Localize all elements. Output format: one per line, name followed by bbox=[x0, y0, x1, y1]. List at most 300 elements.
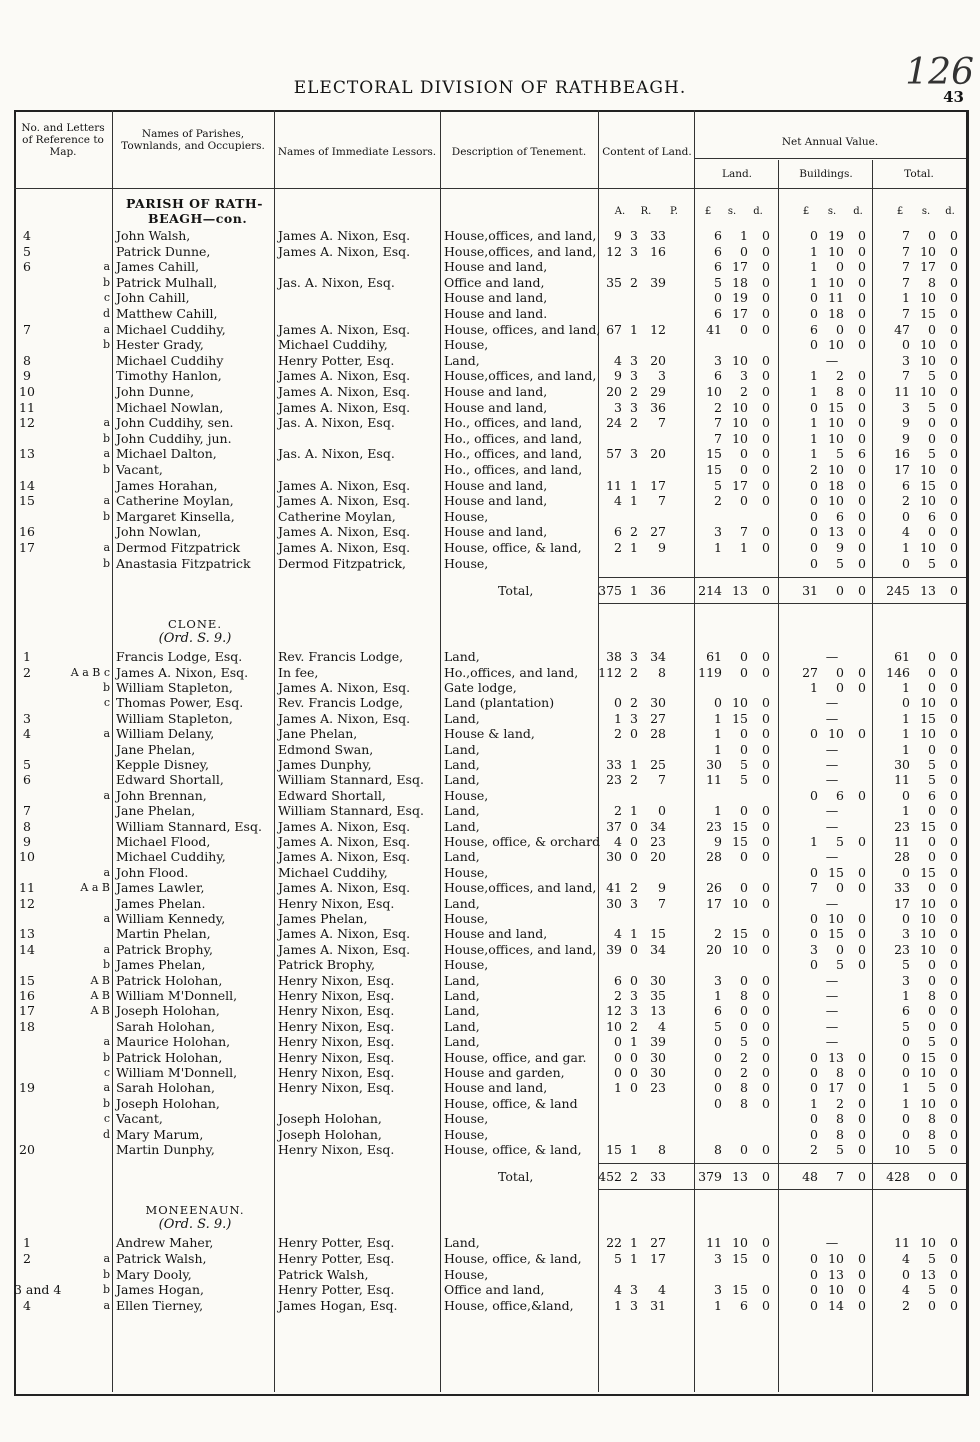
value-total: 0 bbox=[902, 1111, 910, 1126]
value-buildings: 10 bbox=[828, 911, 844, 926]
value-buildings: 0 bbox=[858, 322, 866, 337]
value-buildings: 15 bbox=[828, 865, 844, 880]
occupier-name: Mary Dooly, bbox=[116, 1267, 192, 1282]
value-total: 0 bbox=[950, 368, 958, 383]
occupier-name: William Stapleton, bbox=[116, 680, 233, 695]
table-row bbox=[14, 400, 964, 416]
value-buildings: 13 bbox=[828, 1267, 844, 1282]
area-roods: 3 bbox=[630, 244, 638, 259]
map-ref-letter: A a B c bbox=[70, 666, 110, 679]
area-acres: 4 bbox=[614, 353, 622, 368]
tenement-description: House,offices, and land, bbox=[444, 880, 597, 895]
area-acres: 23 bbox=[606, 772, 622, 787]
lessor-name: James A. Nixon, Esq. bbox=[278, 228, 411, 243]
value-land: 3 bbox=[714, 1251, 722, 1266]
value-land: 1 bbox=[714, 540, 722, 555]
value-total: 0 bbox=[928, 1019, 936, 1034]
area-acres: 41 bbox=[606, 880, 622, 895]
value-buildings: 0 bbox=[858, 509, 866, 524]
table-row bbox=[14, 911, 964, 927]
value-buildings: 0 bbox=[858, 1298, 866, 1313]
value-buildings: 0 bbox=[858, 290, 866, 305]
value-total: 0 bbox=[928, 834, 936, 849]
value-land: 3 bbox=[714, 524, 722, 539]
map-ref-number: 8 bbox=[23, 819, 31, 834]
occupier-name: John Cuddihy, sen. bbox=[116, 415, 234, 430]
map-ref-letter: a bbox=[103, 260, 110, 273]
value-total: 10 bbox=[920, 337, 936, 352]
value-total: 0 bbox=[928, 1003, 936, 1018]
table-row bbox=[14, 711, 964, 727]
value-buildings: 5 bbox=[836, 957, 844, 972]
map-ref-number: 19 bbox=[19, 1080, 35, 1095]
area-roods: 1 bbox=[630, 1034, 638, 1049]
lessor-name: James A. Nixon, Esq. bbox=[278, 880, 411, 895]
value-total: 10 bbox=[920, 695, 936, 710]
value-land: 15 bbox=[732, 926, 748, 941]
area-acres: 38 bbox=[606, 649, 622, 664]
table-row bbox=[14, 849, 964, 865]
value-buildings: 1 bbox=[810, 384, 818, 399]
total-total: 428 bbox=[886, 1169, 910, 1184]
tenement-description: House, office, & land, bbox=[444, 1142, 582, 1157]
value-total: 3 bbox=[902, 400, 910, 415]
occupier-name: Edward Shortall, bbox=[116, 772, 224, 787]
value-total: 10 bbox=[920, 244, 936, 259]
tenement-description: Land, bbox=[444, 649, 480, 664]
value-land: 8 bbox=[740, 988, 748, 1003]
area-acres: 11 bbox=[606, 478, 622, 493]
value-total: 8 bbox=[928, 1127, 936, 1142]
area-roods: 3 bbox=[630, 446, 638, 461]
table-row bbox=[14, 1111, 964, 1127]
lessor-name: Rev. Francis Lodge, bbox=[278, 695, 404, 710]
value-total: 0 bbox=[950, 1298, 958, 1313]
lessor-name: James A. Nixon, Esq. bbox=[278, 942, 411, 957]
table-row bbox=[14, 973, 964, 989]
value-land: 0 bbox=[762, 493, 770, 508]
map-ref-number: 10 bbox=[19, 849, 35, 864]
table-row bbox=[14, 353, 964, 369]
tenement-description: Gate lodge, bbox=[444, 680, 517, 695]
area-acres: 112 bbox=[598, 665, 622, 680]
value-buildings: — bbox=[825, 973, 839, 988]
unit-perches: P. bbox=[670, 206, 678, 217]
value-total: 6 bbox=[902, 1003, 910, 1018]
map-ref-letter: c bbox=[103, 696, 110, 709]
value-land: 8 bbox=[740, 1080, 748, 1095]
value-total: 5 bbox=[902, 957, 910, 972]
lessor-name: James A. Nixon, Esq. bbox=[278, 400, 411, 415]
table-row bbox=[14, 493, 964, 509]
table-row bbox=[14, 1282, 964, 1298]
lessor-name: James A. Nixon, Esq. bbox=[278, 819, 411, 834]
value-buildings: 10 bbox=[828, 415, 844, 430]
value-buildings: 0 bbox=[810, 1298, 818, 1313]
area-acres: 33 bbox=[606, 757, 622, 772]
value-total: 0 bbox=[928, 431, 936, 446]
value-total: 0 bbox=[950, 926, 958, 941]
value-total: 146 bbox=[886, 665, 910, 680]
value-buildings: 0 bbox=[858, 1080, 866, 1095]
header-land: Land. bbox=[721, 168, 753, 180]
value-buildings: 0 bbox=[858, 926, 866, 941]
occupier-name: John Cahill, bbox=[116, 290, 190, 305]
area-perches: 30 bbox=[650, 695, 666, 710]
tenement-description: Land, bbox=[444, 1235, 480, 1250]
value-total: 0 bbox=[950, 865, 958, 880]
value-buildings: 0 bbox=[858, 524, 866, 539]
value-total: 5 bbox=[928, 1251, 936, 1266]
value-total: 2 bbox=[902, 493, 910, 508]
value-total: 23 bbox=[894, 819, 910, 834]
value-total: 10 bbox=[920, 540, 936, 555]
map-ref-number: 5 bbox=[23, 757, 31, 772]
value-total: 0 bbox=[950, 788, 958, 803]
value-total: 0 bbox=[928, 803, 936, 818]
lessor-name: Jas. A. Nixon, Esq. bbox=[278, 275, 395, 290]
value-land: 0 bbox=[762, 524, 770, 539]
value-land: 0 bbox=[762, 834, 770, 849]
area-perches: 36 bbox=[650, 400, 666, 415]
value-total: 0 bbox=[950, 275, 958, 290]
tenement-description: Ho., offices, and land, bbox=[444, 446, 583, 461]
map-ref-letter: a bbox=[103, 323, 110, 336]
lessor-name: Catherine Moylan, bbox=[278, 509, 396, 524]
lessor-name: James A. Nixon, Esq. bbox=[278, 540, 411, 555]
value-buildings: 15 bbox=[828, 926, 844, 941]
occupier-name: Patrick Dunne, bbox=[116, 244, 211, 259]
map-ref-letter: b bbox=[102, 1268, 110, 1281]
value-total: 0 bbox=[950, 1267, 958, 1282]
occupier-name: James Phelan, bbox=[116, 957, 206, 972]
value-buildings: 0 bbox=[810, 400, 818, 415]
value-buildings: 1 bbox=[810, 415, 818, 430]
occupier-name: James A. Nixon, Esq. bbox=[116, 665, 249, 680]
area-perches: 20 bbox=[650, 353, 666, 368]
occupier-name: William Kennedy, bbox=[116, 911, 226, 926]
occupier-name: Anastasia Fitzpatrick bbox=[116, 556, 251, 571]
unit-pounds: £ bbox=[704, 206, 712, 217]
value-buildings: 0 bbox=[858, 1111, 866, 1126]
value-buildings: 14 bbox=[828, 1298, 844, 1313]
tenement-description: House and land, bbox=[444, 290, 548, 305]
occupier-name: John Dunne, bbox=[116, 384, 195, 399]
total-total: 0 bbox=[950, 1169, 958, 1184]
value-buildings: 0 bbox=[810, 228, 818, 243]
occupier-name: Timothy Hanlon, bbox=[116, 368, 222, 383]
table-row bbox=[14, 431, 964, 447]
value-buildings: 0 bbox=[858, 788, 866, 803]
area-roods: 3 bbox=[630, 896, 638, 911]
value-total: 0 bbox=[950, 478, 958, 493]
table-row bbox=[14, 1142, 964, 1158]
value-total: 10 bbox=[920, 911, 936, 926]
value-buildings: 0 bbox=[810, 1050, 818, 1065]
value-total: 0 bbox=[950, 1142, 958, 1157]
value-total: 0 bbox=[950, 680, 958, 695]
map-ref-letter: c bbox=[103, 1066, 110, 1079]
area-acres: 10 bbox=[606, 1019, 622, 1034]
value-total: 0 bbox=[950, 973, 958, 988]
value-land: 0 bbox=[762, 849, 770, 864]
value-land: 5 bbox=[740, 1034, 748, 1049]
value-total: 15 bbox=[920, 711, 936, 726]
value-land: 0 bbox=[762, 384, 770, 399]
value-land: 0 bbox=[762, 1096, 770, 1111]
table-row bbox=[14, 384, 964, 400]
tenement-description: Land, bbox=[444, 988, 480, 1003]
area-roods: 1 bbox=[630, 757, 638, 772]
lessor-name: James A. Nixon, Esq. bbox=[278, 244, 411, 259]
total-land: 379 bbox=[698, 1169, 722, 1184]
value-total: 5 bbox=[902, 1019, 910, 1034]
value-land: 0 bbox=[762, 259, 770, 274]
value-buildings: 1 bbox=[810, 244, 818, 259]
lessor-name: Edward Shortall, bbox=[278, 788, 386, 803]
area-perches: 34 bbox=[650, 649, 666, 664]
value-total: 0 bbox=[928, 228, 936, 243]
area-roods: 3 bbox=[630, 1298, 638, 1313]
total-label: Total, bbox=[498, 1169, 534, 1184]
value-land: 0 bbox=[762, 275, 770, 290]
occupier-name: Kepple Disney, bbox=[116, 757, 210, 772]
table-row bbox=[14, 1251, 964, 1267]
map-ref-number: 10 bbox=[19, 384, 35, 399]
value-buildings: 0 bbox=[858, 1251, 866, 1266]
table-row bbox=[14, 228, 964, 244]
lessor-name: James A. Nixon, Esq. bbox=[278, 493, 411, 508]
total-land: 0 bbox=[762, 583, 770, 598]
map-ref-number: 9 bbox=[23, 834, 31, 849]
total-land: 214 bbox=[698, 583, 722, 598]
value-land: 7 bbox=[714, 431, 722, 446]
tenement-description: House, bbox=[444, 957, 489, 972]
value-total: 9 bbox=[902, 415, 910, 430]
tenement-description: House and land, bbox=[444, 926, 548, 941]
tenement-description: House and land, bbox=[444, 478, 548, 493]
table-row bbox=[14, 290, 964, 306]
value-total: 7 bbox=[902, 259, 910, 274]
total-acres: 452 bbox=[598, 1169, 622, 1184]
value-land: 0 bbox=[740, 849, 748, 864]
value-land: 28 bbox=[706, 849, 722, 864]
occupier-name: Michael Dalton, bbox=[116, 446, 217, 461]
value-buildings: 0 bbox=[858, 368, 866, 383]
occupier-name: Sarah Holohan, bbox=[116, 1019, 215, 1034]
value-buildings: 0 bbox=[810, 1267, 818, 1282]
occupier-name: Catherine Moylan, bbox=[116, 493, 234, 508]
value-buildings: 0 bbox=[858, 680, 866, 695]
value-buildings: 0 bbox=[810, 493, 818, 508]
value-buildings: — bbox=[825, 353, 839, 368]
value-total: 0 bbox=[950, 1065, 958, 1080]
value-total: 1 bbox=[902, 726, 910, 741]
lessor-name: Henry Nixon, Esq. bbox=[278, 1034, 395, 1049]
value-land: 1 bbox=[714, 988, 722, 1003]
lessor-name: James A. Nixon, Esq. bbox=[278, 849, 411, 864]
value-buildings: 0 bbox=[810, 478, 818, 493]
map-ref-letter: b bbox=[102, 1051, 110, 1064]
value-total: 0 bbox=[950, 849, 958, 864]
occupier-name: Sarah Holohan, bbox=[116, 1080, 215, 1095]
tenement-description: House and land, bbox=[444, 1080, 548, 1095]
table-row bbox=[14, 415, 964, 431]
table-row bbox=[14, 1298, 964, 1314]
map-ref-letter: a bbox=[103, 1252, 110, 1265]
value-buildings: 0 bbox=[858, 726, 866, 741]
value-total: 10 bbox=[920, 493, 936, 508]
area-perches: 12 bbox=[650, 322, 666, 337]
tenement-description: House, bbox=[444, 556, 489, 571]
map-ref-number: 13 bbox=[19, 926, 35, 941]
area-acres: 2 bbox=[614, 540, 622, 555]
value-total: 0 bbox=[950, 942, 958, 957]
value-land: 0 bbox=[740, 493, 748, 508]
value-land: 10 bbox=[732, 695, 748, 710]
area-perches: 30 bbox=[650, 1065, 666, 1080]
area-perches: 35 bbox=[650, 988, 666, 1003]
area-perches: 27 bbox=[650, 524, 666, 539]
lessor-name: Henry Nixon, Esq. bbox=[278, 1050, 395, 1065]
tenement-description: House and land, bbox=[444, 493, 548, 508]
value-buildings: 3 bbox=[810, 942, 818, 957]
lessor-name: William Stannard, Esq. bbox=[278, 772, 424, 787]
map-ref-number: 4 bbox=[23, 228, 31, 243]
area-roods: 2 bbox=[630, 275, 638, 290]
value-land: 1 bbox=[714, 726, 722, 741]
tenement-description: House, bbox=[444, 337, 489, 352]
value-total: 0 bbox=[928, 524, 936, 539]
value-land: 15 bbox=[732, 834, 748, 849]
tenement-description: House,offices, and land, bbox=[444, 228, 597, 243]
value-land: 5 bbox=[714, 275, 722, 290]
area-acres: 57 bbox=[606, 446, 622, 461]
value-total: 0 bbox=[950, 1003, 958, 1018]
value-total: 4 bbox=[902, 1251, 910, 1266]
tenement-description: House and land, bbox=[444, 524, 548, 539]
value-total: 0 bbox=[902, 556, 910, 571]
section-heading: BEAGH—con. bbox=[148, 211, 248, 226]
tenement-description: Land, bbox=[444, 711, 480, 726]
area-acres: 6 bbox=[614, 973, 622, 988]
value-total: 0 bbox=[902, 695, 910, 710]
table-row bbox=[14, 942, 964, 958]
map-ref-letter: a bbox=[103, 1035, 110, 1048]
value-land: 0 bbox=[762, 757, 770, 772]
map-ref-number: 17 bbox=[19, 540, 35, 555]
total-buildings: 31 bbox=[802, 583, 818, 598]
map-ref-letter: b bbox=[102, 338, 110, 351]
occupier-name: Francis Lodge, Esq. bbox=[116, 649, 243, 664]
area-perches: 17 bbox=[650, 478, 666, 493]
value-land: 0 bbox=[740, 244, 748, 259]
value-buildings: 15 bbox=[828, 400, 844, 415]
occupier-name: John Flood. bbox=[116, 865, 189, 880]
tenement-description: Land, bbox=[444, 757, 480, 772]
value-total: 13 bbox=[920, 1267, 936, 1282]
value-total: 0 bbox=[928, 849, 936, 864]
map-ref-letter: a bbox=[103, 912, 110, 925]
value-land: 0 bbox=[762, 431, 770, 446]
value-buildings: — bbox=[825, 1019, 839, 1034]
value-buildings: 0 bbox=[858, 556, 866, 571]
map-ref-number: 14 bbox=[19, 942, 35, 957]
value-total: 5 bbox=[928, 1034, 936, 1049]
map-ref-letter: b bbox=[102, 463, 110, 476]
value-buildings: — bbox=[825, 896, 839, 911]
value-total: 0 bbox=[950, 259, 958, 274]
total-buildings: 7 bbox=[836, 1169, 844, 1184]
unit-pence: d. bbox=[853, 206, 863, 217]
map-ref-number: 4 bbox=[23, 1298, 31, 1313]
area-roods: 1 bbox=[630, 493, 638, 508]
value-land: 0 bbox=[762, 1019, 770, 1034]
value-total: 9 bbox=[902, 431, 910, 446]
area-roods: 2 bbox=[630, 772, 638, 787]
value-land: 0 bbox=[762, 353, 770, 368]
occupier-name: John Cuddihy, jun. bbox=[116, 431, 232, 446]
value-total: 0 bbox=[928, 415, 936, 430]
occupier-name: Mary Marum, bbox=[116, 1127, 204, 1142]
value-total: 0 bbox=[928, 1298, 936, 1313]
value-total: 17 bbox=[894, 462, 910, 477]
value-land: 0 bbox=[740, 1003, 748, 1018]
table-row bbox=[14, 1267, 964, 1283]
value-buildings: 0 bbox=[858, 957, 866, 972]
value-total: 11 bbox=[894, 772, 910, 787]
table-row bbox=[14, 1050, 964, 1066]
value-buildings: 0 bbox=[836, 680, 844, 695]
value-buildings: 10 bbox=[828, 1251, 844, 1266]
value-land: 0 bbox=[762, 306, 770, 321]
value-total: 17 bbox=[894, 896, 910, 911]
area-roods: 1 bbox=[630, 926, 638, 941]
value-total: 0 bbox=[902, 911, 910, 926]
area-roods: 3 bbox=[630, 228, 638, 243]
lessor-name: Henry Potter, Esq. bbox=[278, 1251, 395, 1266]
lessor-name: James A. Nixon, Esq. bbox=[278, 680, 411, 695]
table-row bbox=[14, 957, 964, 973]
table-row bbox=[14, 259, 964, 275]
value-total: 5 bbox=[928, 1142, 936, 1157]
value-buildings: 5 bbox=[836, 446, 844, 461]
map-ref-letter: a bbox=[103, 866, 110, 879]
value-land: 0 bbox=[762, 1050, 770, 1065]
occupier-name: James Horahan, bbox=[116, 478, 218, 493]
value-buildings: 0 bbox=[836, 259, 844, 274]
value-land: 0 bbox=[740, 742, 748, 757]
value-buildings: — bbox=[825, 803, 839, 818]
value-buildings: 1 bbox=[810, 368, 818, 383]
area-acres: 3 bbox=[614, 400, 622, 415]
area-perches: 17 bbox=[650, 1251, 666, 1266]
value-total: 7 bbox=[902, 306, 910, 321]
value-total: 0 bbox=[902, 1267, 910, 1282]
value-land: 0 bbox=[740, 1142, 748, 1157]
occupier-name: Maurice Holohan, bbox=[116, 1034, 231, 1049]
occupier-name: Patrick Brophy, bbox=[116, 942, 213, 957]
lessor-name: Henry Nixon, Esq. bbox=[278, 1065, 395, 1080]
value-buildings: 0 bbox=[858, 1142, 866, 1157]
value-land: 2 bbox=[740, 1065, 748, 1080]
occupier-name: Matthew Cahill, bbox=[116, 306, 218, 321]
value-total: 5 bbox=[928, 772, 936, 787]
value-land: 10 bbox=[732, 400, 748, 415]
table-row bbox=[14, 896, 964, 912]
value-total: 0 bbox=[950, 1127, 958, 1142]
value-land: 0 bbox=[762, 649, 770, 664]
